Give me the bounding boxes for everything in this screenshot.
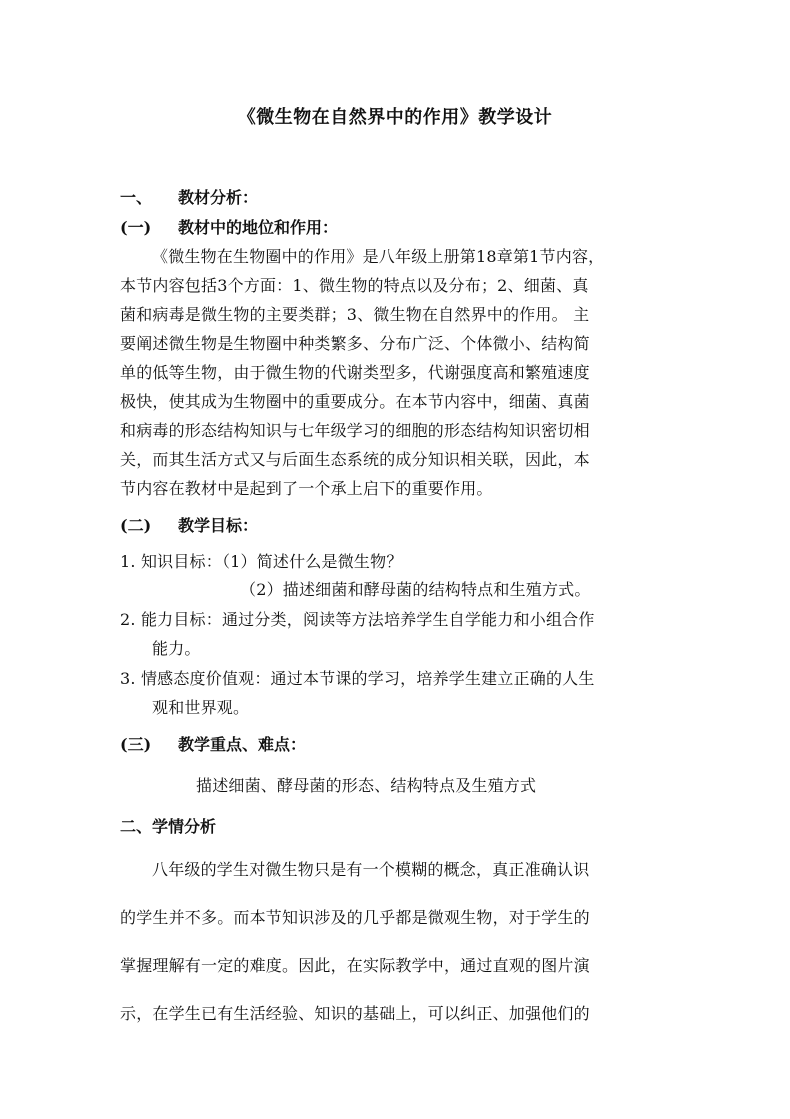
objective-item: 2. 能力目标：通过分类，阅读等方法培养学生自学能力和小组合作 (120, 610, 595, 629)
paragraph-line: 《微生物在生物圈中的作用》是八年级上册第18章第1节内容， (152, 247, 605, 266)
objective-item: 1. 知识目标：（1）简述什么是微生物？ (120, 552, 403, 571)
section1-heading (120, 185, 258, 208)
sub1-heading (120, 215, 338, 238)
paragraph-line: 示，在学生已有生活经验、知识的基础上，可以纠正、加强他们的 (120, 1004, 590, 1023)
paragraph-line: 掌握理解有一定的难度。因此，在实际教学中，通过直观的图片演 (120, 956, 590, 975)
paragraph-line: 极快，使其成为生物圈中的重要成分。在本节内容中，细菌、真菌 (120, 392, 590, 411)
paragraph-line: 八年级的学生对微生物只是有一个模糊的概念，真正准确认识 (152, 860, 590, 879)
paragraph-line: 和病毒的形态结构知识与七年级学习的细胞的形态结构知识密切相 (120, 421, 590, 440)
sub3-title: 教学重点、难点： (178, 735, 307, 754)
sub2-title: 教学目标： (178, 516, 259, 535)
key-points-text: 描述细菌、酵母菌的形态、结构特点及生殖方式 (196, 776, 537, 795)
objective-continuation: 能力。 (152, 639, 201, 658)
sub3-heading (120, 732, 306, 755)
paragraph-line: 的学生并不多。而本节知识涉及的几乎都是微观生物，对于学生的 (120, 908, 590, 927)
paragraph-line: 要阐述微生物是生物圈中种类繁多、分布广泛、个体微小、结构简 (120, 334, 590, 353)
paragraph-line: 单的低等生物，由于微生物的代谢类型多，代谢强度高和繁殖速度 (120, 363, 590, 382)
paragraph-line: 节内容在教材中是起到了一个承上启下的重要作用。 (120, 479, 493, 498)
section1-number: 一、 (120, 188, 153, 207)
sub1-number: (一) (120, 218, 152, 237)
sub2-heading (120, 513, 258, 536)
document-title: 《微生物在自然界中的作用》教学设计 (237, 107, 553, 128)
objective-continuation: 观和世界观。 (152, 698, 250, 717)
objective-subitem: （2）描述细菌和酵母菌的结构特点和生殖方式。 (240, 580, 591, 599)
sub3-number: (三) (120, 735, 152, 754)
sub1-title: 教材中的地位和作用： (178, 218, 339, 237)
section1-title: 教材分析： (178, 188, 259, 207)
paragraph-line: 菌和病毒是微生物的主要类群；3、微生物在自然界中的作用。 主 (120, 305, 590, 324)
paragraph-line: 关，而其生活方式又与后面生态系统的成分知识相关联，因此，本 (120, 450, 590, 469)
objective-item: 3. 情感态度价值观：通过本节课的学习，培养学生建立正确的人生 (120, 669, 595, 688)
paragraph-line: 本节内容包括3个方面：1、微生物的特点以及分布；2、细菌、真 (120, 276, 589, 295)
section2-heading: 二、学情分析 (120, 817, 217, 836)
sub2-number: (二) (120, 516, 152, 535)
